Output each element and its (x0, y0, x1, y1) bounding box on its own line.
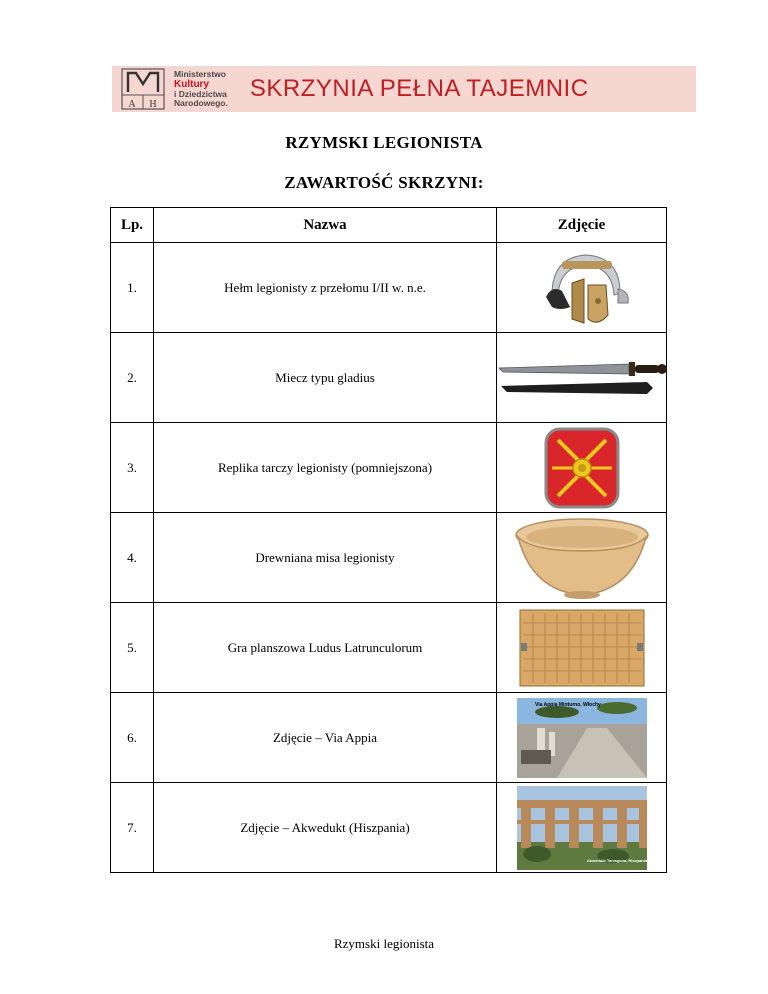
row-name: Hełm legionisty z przełomu I/II w. n.e. (154, 243, 497, 333)
table-header-row (111, 208, 667, 243)
table-row (111, 243, 667, 333)
row-photo (497, 603, 667, 693)
row-lp: 1. (111, 243, 154, 333)
header-lp: Lp. (111, 208, 154, 243)
row-photo (497, 693, 667, 783)
ministry-line-1: Ministerstwo (174, 69, 226, 79)
row-lp: 7. (111, 783, 154, 873)
row-name: Drewniana misa legionisty (154, 513, 497, 603)
row-lp: 3. (111, 423, 154, 513)
row-photo (497, 333, 667, 423)
row-photo (497, 783, 667, 873)
ministry-line-2: Kultury (174, 79, 209, 90)
document-subtitle: ZAWARTOŚĆ SKRZYNI: (284, 173, 484, 192)
row-photo (497, 423, 667, 513)
row-lp: 4. (111, 513, 154, 603)
document-title: RZYMSKI LEGIONISTA (285, 133, 483, 152)
row-name: Zdjęcie – Via Appia (154, 693, 497, 783)
contents-table (110, 207, 667, 873)
table-row (111, 603, 667, 693)
header-photo: Zdjęcie (497, 208, 667, 243)
logo-letter-h: H (149, 99, 157, 110)
ministry-logo-icon (116, 66, 170, 112)
helmet-photo (522, 245, 642, 331)
header-name: Nazwa (154, 208, 497, 243)
via-appia-photo (517, 698, 647, 778)
header-banner (112, 66, 696, 112)
shield-photo (542, 426, 622, 510)
row-name: Miecz typu gladius (154, 333, 497, 423)
aqueduct-photo (517, 786, 647, 870)
page-footer: Rzymski legionista (333, 936, 435, 951)
board-game-photo (519, 609, 645, 687)
logo-letter-a: A (128, 99, 136, 110)
bowl-photo (512, 515, 652, 601)
table-row (111, 783, 667, 873)
ministry-line-4: Narodowego. (174, 98, 228, 108)
row-photo (497, 243, 667, 333)
svg-text:Akwedukt Tarragona, Hiszpania: Akwedukt Tarragona, Hiszpania (586, 857, 647, 863)
table-row (111, 333, 667, 423)
row-lp: 6. (111, 693, 154, 783)
sword-photo (497, 348, 667, 408)
svg-text:Via Appia Minturno, Włochy: Via Appia Minturno, Włochy (534, 701, 601, 708)
row-name: Replika tarczy legionisty (pomniejszona) (154, 423, 497, 513)
row-photo (497, 513, 667, 603)
row-lp: 5. (111, 603, 154, 693)
table-row (111, 513, 667, 603)
banner-title: SKRZYNIA PEŁNA TAJEMNIC (249, 75, 589, 102)
row-name: Zdjęcie – Akwedukt (Hiszpania) (154, 783, 497, 873)
row-lp: 2. (111, 333, 154, 423)
table-row (111, 423, 667, 513)
table-row (111, 693, 667, 783)
ministry-line-3: i Dziedzictwa (174, 89, 227, 99)
row-name: Gra planszowa Ludus Latrunculorum (154, 603, 497, 693)
ministry-name (174, 70, 228, 108)
